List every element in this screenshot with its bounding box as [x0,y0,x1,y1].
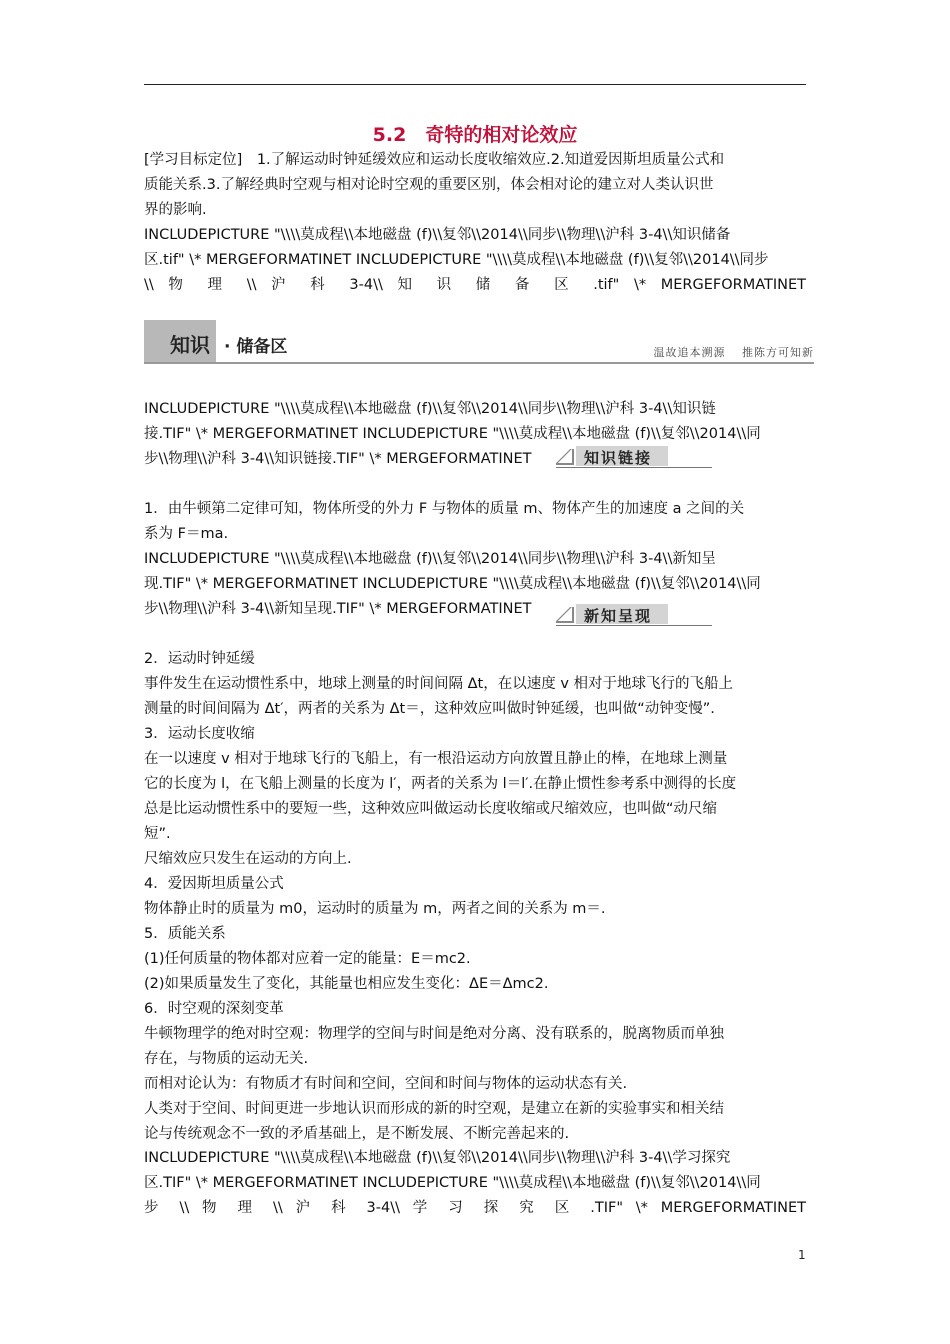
explore-fields [144,1146,806,1221]
new-knowledge-tag [556,604,712,626]
includepicture-field: 区.TIF" \* MERGEFORMATINET INCLUDEPICTURE "\\\\莫成程\\本地磁盘 (f)\\复邻\\2014\\同 [144,1175,761,1191]
banner-underline [144,362,814,364]
body-line: 它的长度为 l，在飞船上测量的长度为 l′，两者的关系为 l＝l′.在静止惯性参考系中测得的长度 [144,776,737,792]
corner-arrow-icon [556,449,574,465]
intro-section [144,148,806,298]
includepicture-field: INCLUDEPICTURE "\\\\莫成程\\本地磁盘 (f)\\复邻\\2014\\同步\\物理\\沪科 3-4\\新知呈 [144,551,716,567]
includepicture-field: 步 \\ 物 理 \\ 沪 科 3-4\\ 学 习 探 究 区 .TIF" \* MERGEFORMATINET [144,1200,806,1216]
intro-line: 质能关系.3.了解经典时空观与相对论时空观的重要区别，体会相对论的建立对人类认识世 [144,177,714,193]
body-line: 总是比运动惯性系中的要短一些，这种效应叫做运动长度收缩或尺缩效应，也叫做“动尺缩 [144,801,718,817]
header-rule [144,84,806,85]
heading-3: 3．运动长度收缩 [144,726,255,742]
body-line: 牛顿物理学的绝对时空观：物理学的空间与时间是绝对分离、没有联系的，脱离物质而单独 [144,1026,724,1042]
body-line: 测量的时间间隔为 Δt′，两者的关系为 Δt＝，这种效应叫做时钟延缓，也叫做“动钟变慢”. [144,701,715,717]
tag-label: 知识链接 [584,449,653,467]
body-line: 物体静止时的质量为 m0，运动时的质量为 m，两者之间的关系为 m＝. [144,901,606,917]
tag-label: 新知呈现 [584,607,653,625]
intro-line: [学习目标定位] 1.了解运动时钟延缓效应和运动长度收缩效应.2.知道爱因斯坦质量公式和 [144,152,725,168]
knowledge-link-tag [556,446,712,468]
body-line: 事件发生在运动惯性系中，地球上测量的时间间隔 Δt，在以速度 v 相对于地球飞行的飞船上 [144,676,734,692]
heading-5: 5．质能关系 [144,926,226,942]
includepicture-field: 接.TIF" \* MERGEFORMATINET INCLUDEPICTURE "\\\\莫成程\\本地磁盘 (f)\\复邻\\2014\\同 [144,426,761,442]
body-line: 短”. [144,826,171,842]
section-banner [144,320,814,364]
includepicture-field: 步\\物理\\沪科 3-4\\新知呈现.TIF" \* MERGEFORMATINET [144,601,532,617]
intro-line: 界的影响. [144,202,207,218]
body-line: 存在，与物质的运动无关. [144,1051,309,1067]
includepicture-field: \\ 物 理 \\ 沪 科 3-4\\ 知 识 储 备 区 .tif" \* MERGEFORMATINET [144,277,806,293]
includepicture-field: INCLUDEPICTURE "\\\\莫成程\\本地磁盘 (f)\\复邻\\2014\\同步\\物理\\沪科 3-4\\知识链 [144,401,716,417]
banner-title: 知识 [170,333,210,357]
item-1 [144,497,806,547]
body-line: 在一以速度 v 相对于地球飞行的飞船上，有一根沿运动方向放置且静止的棒，在地球上测量 [144,751,728,767]
body-line: (2)如果质量发生了变化，其能量也相应发生变化：ΔE＝Δmc2. [144,976,549,992]
main-body [144,647,806,1147]
banner-motto: 温故追本溯源 推陈方可知新 [653,346,814,359]
heading-2: 2．运动时钟延缓 [144,651,255,667]
body-line: 尺缩效应只发生在运动的方向上. [144,851,352,867]
body-line: 1．由牛顿第二定律可知，物体所受的外力 F 与物体的质量 m、物体产生的加速度 a 之间的关 [144,501,745,517]
banner-subtitle: · 储备区 [224,337,288,357]
includepicture-field: INCLUDEPICTURE "\\\\莫成程\\本地磁盘 (f)\\复邻\\2014\\同步\\物理\\沪科 3-4\\知识储备 [144,227,731,243]
body-line: 论与传统观念不一致的矛盾基础上，是不断发展、不断完善起来的. [144,1126,570,1142]
body-line: (1)任何质量的物体都对应着一定的能量：E＝mc2. [144,951,471,967]
body-line: 而相对论认为：有物质才有时间和空间，空间和时间与物体的运动状态有关. [144,1076,628,1092]
heading-6: 6．时空观的深刻变革 [144,1001,284,1017]
page-title: 5.2 奇特的相对论效应 [372,124,578,146]
page-number: 1 [798,1248,806,1262]
body-line: 系为 F＝ma. [144,526,229,542]
includepicture-field: 步\\物理\\沪科 3-4\\知识链接.TIF" \* MERGEFORMATINET [144,451,532,467]
heading-4: 4．爱因斯坦质量公式 [144,876,284,892]
includepicture-field: 现.TIF" \* MERGEFORMATINET INCLUDEPICTURE "\\\\莫成程\\本地磁盘 (f)\\复邻\\2014\\同 [144,576,761,592]
includepicture-field: INCLUDEPICTURE "\\\\莫成程\\本地磁盘 (f)\\复邻\\2014\\同步\\物理\\沪科 3-4\\学习探究 [144,1150,731,1166]
corner-arrow-icon [556,607,574,623]
body-line: 人类对于空间、时间更进一步地认识而形成的新的时空观，是建立在新的实验事实和相关结 [144,1101,724,1117]
includepicture-field: 区.tif" \* MERGEFORMATINET INCLUDEPICTURE "\\\\莫成程\\本地磁盘 (f)\\复邻\\2014\\同步 [144,252,769,268]
